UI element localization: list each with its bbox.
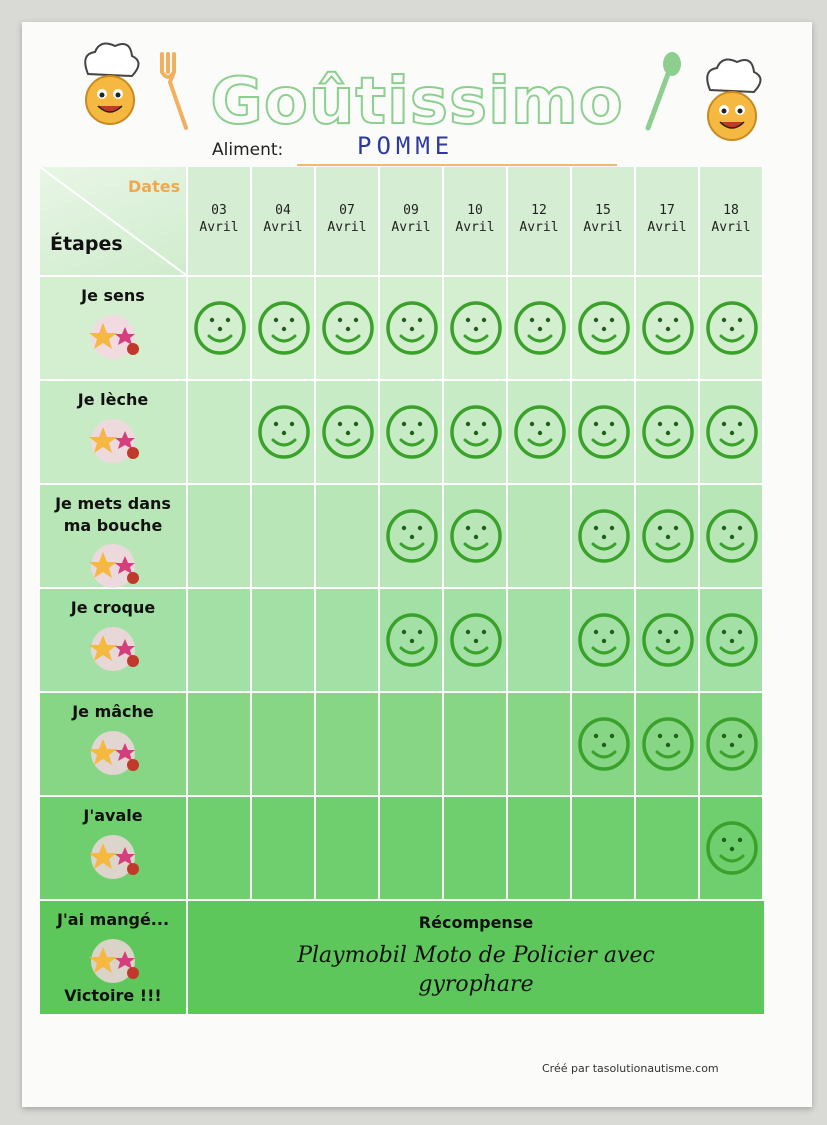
smiley-icon xyxy=(704,819,760,877)
smiley-icon xyxy=(704,507,760,565)
smiley-icon xyxy=(384,299,440,357)
tracking-cell[interactable] xyxy=(508,693,572,797)
step-illustration-icon xyxy=(73,625,153,673)
smiley-icon xyxy=(256,299,312,357)
tracking-cell[interactable] xyxy=(508,797,572,901)
date-month: Avril xyxy=(391,220,431,235)
smiley-icon xyxy=(448,507,504,565)
tracking-cell[interactable] xyxy=(636,485,700,589)
aliment-value: POMME xyxy=(357,132,455,160)
step-label-cell xyxy=(40,693,188,797)
date-day: 07 xyxy=(339,203,355,218)
tracking-cell[interactable] xyxy=(380,797,444,901)
smiley-icon xyxy=(640,611,696,669)
tracking-cell[interactable] xyxy=(700,589,764,693)
tracking-cell[interactable] xyxy=(572,485,636,589)
date-day: 12 xyxy=(531,203,547,218)
step-label: Je mâche xyxy=(72,702,154,721)
date-month: Avril xyxy=(519,220,559,235)
step-illustration-icon xyxy=(73,833,153,881)
step-label: Je croque xyxy=(70,598,156,617)
reward-text: Playmobil Moto de Policier avec gyrophare xyxy=(297,943,655,997)
smiley-icon xyxy=(640,507,696,565)
step-label-cell xyxy=(40,589,188,693)
date-header-4 xyxy=(444,167,508,277)
date-header-5 xyxy=(508,167,572,277)
tracking-cell[interactable] xyxy=(444,277,508,381)
smiley-icon xyxy=(384,403,440,461)
reward-cell xyxy=(188,901,764,1016)
tracking-cell[interactable] xyxy=(700,797,764,901)
date-month: Avril xyxy=(583,220,623,235)
title-wrap xyxy=(22,65,812,139)
date-day: 18 xyxy=(723,203,739,218)
date-month: Avril xyxy=(455,220,495,235)
date-day: 10 xyxy=(467,203,483,218)
smiley-icon xyxy=(640,403,696,461)
smiley-icon xyxy=(448,299,504,357)
tracking-cell[interactable] xyxy=(188,797,252,901)
step-illustration-icon xyxy=(73,937,153,985)
tracking-cell[interactable] xyxy=(252,381,316,485)
tracking-cell[interactable] xyxy=(252,589,316,693)
date-header-3 xyxy=(380,167,444,277)
date-day: 03 xyxy=(211,203,227,218)
smiley-icon xyxy=(384,611,440,669)
tracking-cell[interactable] xyxy=(188,589,252,693)
step-label-cell xyxy=(40,485,188,589)
chart-sheet xyxy=(22,22,812,1107)
tracking-cell[interactable] xyxy=(316,277,380,381)
date-header-2 xyxy=(316,167,380,277)
tracking-cell[interactable] xyxy=(700,277,764,381)
tracking-cell[interactable] xyxy=(700,381,764,485)
tracking-cell[interactable] xyxy=(636,797,700,901)
tracking-cell[interactable] xyxy=(316,589,380,693)
step-illustration-icon xyxy=(73,542,153,590)
header-corner xyxy=(40,167,188,277)
tracking-cell[interactable] xyxy=(572,797,636,901)
step-label-cell xyxy=(40,381,188,485)
step-label: Je sens xyxy=(81,286,145,305)
date-header-1 xyxy=(252,167,316,277)
tracking-cell[interactable] xyxy=(252,797,316,901)
tracking-cell[interactable] xyxy=(188,381,252,485)
tracking-cell[interactable] xyxy=(636,277,700,381)
smiley-icon xyxy=(640,299,696,357)
tracking-cell[interactable] xyxy=(380,589,444,693)
step-illustration-icon xyxy=(73,313,153,361)
tracking-cell[interactable] xyxy=(252,693,316,797)
etapes-label: Étapes xyxy=(50,233,123,255)
reward-title: Récompense xyxy=(418,913,534,932)
date-header-0 xyxy=(188,167,252,277)
date-header-7 xyxy=(636,167,700,277)
smiley-icon xyxy=(704,299,760,357)
tracking-cell[interactable] xyxy=(444,381,508,485)
date-month: Avril xyxy=(263,220,303,235)
victory-label: Victoire !!! xyxy=(64,985,162,1005)
smiley-icon xyxy=(256,403,312,461)
step-label: Je lèche xyxy=(77,390,149,409)
smiley-icon xyxy=(512,403,568,461)
final-step-label: J'ai mangé... xyxy=(56,910,170,929)
date-month: Avril xyxy=(647,220,687,235)
smiley-icon xyxy=(576,403,632,461)
date-day: 17 xyxy=(659,203,675,218)
page-title: Goûtissimo xyxy=(210,65,624,139)
aliment-label: Aliment: xyxy=(212,140,284,160)
tracking-cell[interactable] xyxy=(444,797,508,901)
smiley-icon xyxy=(384,507,440,565)
tracking-cell[interactable] xyxy=(380,485,444,589)
smiley-icon xyxy=(320,299,376,357)
tracking-cell[interactable] xyxy=(380,277,444,381)
smiley-icon xyxy=(448,611,504,669)
smiley-icon xyxy=(192,299,248,357)
tracking-cell[interactable] xyxy=(316,797,380,901)
smiley-icon xyxy=(576,507,632,565)
tracking-cell[interactable] xyxy=(508,589,572,693)
tracking-cell[interactable] xyxy=(572,693,636,797)
tracking-cell[interactable] xyxy=(636,589,700,693)
tracking-cell[interactable] xyxy=(572,277,636,381)
date-day: 09 xyxy=(403,203,419,218)
step-label-cell xyxy=(40,797,188,901)
tracking-cell[interactable] xyxy=(316,693,380,797)
smiley-icon xyxy=(512,299,568,357)
smiley-icon xyxy=(576,299,632,357)
smiley-icon xyxy=(576,611,632,669)
tracking-cell[interactable] xyxy=(508,485,572,589)
tracking-cell[interactable] xyxy=(380,693,444,797)
tracking-cell[interactable] xyxy=(316,485,380,589)
tracking-cell[interactable] xyxy=(636,693,700,797)
date-day: 15 xyxy=(595,203,611,218)
smiley-icon xyxy=(576,715,632,773)
tracking-cell[interactable] xyxy=(188,693,252,797)
tracking-cell[interactable] xyxy=(316,381,380,485)
tracking-cell[interactable] xyxy=(252,485,316,589)
tracking-cell[interactable] xyxy=(252,277,316,381)
step-illustration-icon xyxy=(73,417,153,465)
tracking-cell[interactable] xyxy=(700,485,764,589)
tracking-cell[interactable] xyxy=(508,277,572,381)
date-day: 04 xyxy=(275,203,291,218)
step-label-cell xyxy=(40,277,188,381)
aliment-underline xyxy=(297,164,617,166)
tracking-cell[interactable] xyxy=(636,381,700,485)
dates-label: Dates xyxy=(128,177,181,196)
step-label: J'avale xyxy=(83,806,143,825)
tracking-cell[interactable] xyxy=(572,589,636,693)
tracking-cell[interactable] xyxy=(508,381,572,485)
smiley-icon xyxy=(704,403,760,461)
smiley-icon xyxy=(320,403,376,461)
date-header-8 xyxy=(700,167,764,277)
tracking-cell[interactable] xyxy=(700,693,764,797)
date-month: Avril xyxy=(711,220,751,235)
final-step-cell xyxy=(40,901,188,1016)
footer-credit: Créé par tasolutionautisme.com xyxy=(542,1062,719,1075)
smiley-icon xyxy=(448,403,504,461)
tracking-cell[interactable] xyxy=(188,277,252,381)
date-header-6 xyxy=(572,167,636,277)
tracking-cell[interactable] xyxy=(572,381,636,485)
smiley-icon xyxy=(704,715,760,773)
date-month: Avril xyxy=(327,220,367,235)
smiley-icon xyxy=(704,611,760,669)
tracking-cell[interactable] xyxy=(380,381,444,485)
step-illustration-icon xyxy=(73,729,153,777)
tracking-cell[interactable] xyxy=(444,693,508,797)
tracking-cell[interactable] xyxy=(188,485,252,589)
smiley-icon xyxy=(640,715,696,773)
tracking-cell[interactable] xyxy=(444,589,508,693)
date-month: Avril xyxy=(199,220,239,235)
tracking-grid xyxy=(40,167,800,1047)
step-label: Je mets dans ma bouche xyxy=(55,494,171,535)
tracking-cell[interactable] xyxy=(444,485,508,589)
